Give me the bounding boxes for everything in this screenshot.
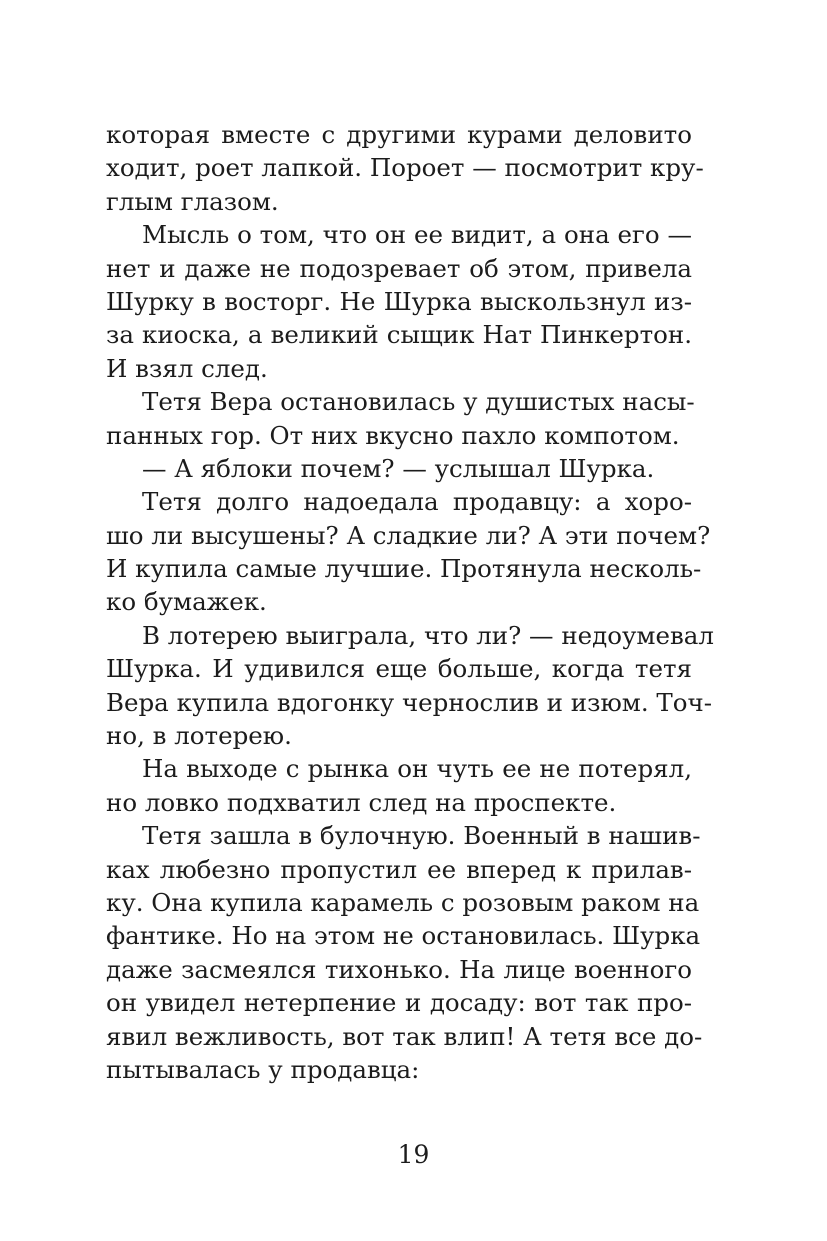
- text-line: Шурку в восторг. Не Шурка выскользнул из-: [106, 286, 692, 316]
- paragraph: [106, 485, 711, 619]
- text-line: которая вместе с другими курами деловито: [106, 120, 692, 149]
- text-line: фантике. Но на этом не остановилась. Шурка: [106, 921, 701, 951]
- text-line: ко бумажек.: [106, 587, 267, 617]
- text-line: ках любезно пропустил ее вперед к прилав-: [106, 854, 692, 884]
- paragraph: [106, 218, 692, 385]
- text-line: за киоска, а великий сыщик Нат Пинкертон.: [106, 320, 692, 350]
- text-line: Вера купила вдогонку чернослив и изюм. Точ-: [106, 687, 712, 717]
- text-line: На выходе с рынка он чуть ее не потерял,: [142, 754, 692, 784]
- paragraph: [106, 118, 704, 218]
- text-line: он увидел нетерпение и досаду: вот так про-: [106, 988, 692, 1018]
- paragraph: [106, 819, 703, 1086]
- text-line: ку. Она купила карамель с розовым раком на: [106, 887, 700, 917]
- paragraph: [106, 452, 692, 485]
- text-line: Тетя долго надоедала продавцу: а хоро-: [142, 487, 692, 517]
- page-number: 19: [397, 1140, 430, 1169]
- text-line: явил вежливость, вот так влип! А тетя все до-: [106, 1021, 703, 1051]
- text-line: В лотерею выиграла, что ли? — недоумевал: [142, 620, 714, 650]
- text-line: Шурка. И удивился еще больше, когда тетя: [106, 654, 692, 684]
- text-line: шо ли высушены? А сладкие ли? А эти почем?: [106, 520, 711, 550]
- text-line: И взял след.: [106, 353, 268, 383]
- text-line: Тетя зашла в булочную. Военный в нашив-: [142, 821, 701, 851]
- text-line: пытывалась у продавца:: [106, 1054, 420, 1084]
- paragraph: [106, 752, 692, 819]
- text-line: нет и даже не подозревает об этом, привела: [106, 253, 692, 283]
- text-line: ходит, роет лапкой. Пороет — посмотрит кру-: [106, 153, 704, 183]
- text-line: Тетя Вера остановилась у душистых насы-: [142, 387, 695, 417]
- paragraph: [106, 619, 714, 753]
- text-line: даже засмеялся тихонько. На лице военного: [106, 954, 692, 984]
- text-line: — А яблоки почем? — услышал Шурка.: [142, 453, 655, 483]
- paragraph: [106, 385, 695, 452]
- text-line: но, в лотерею.: [106, 721, 292, 751]
- text-line: Мысль о том, что он ее видит, а она его —: [142, 220, 692, 250]
- page-body: [106, 118, 714, 1086]
- text-line: И купила самые лучшие. Протянула несколь-: [106, 554, 702, 584]
- text-line: глым глазом.: [106, 186, 279, 216]
- text-line: панных гор. От них вкусно пахло компотом.: [106, 420, 680, 450]
- text-line: но ловко подхватил след на проспекте.: [106, 787, 617, 817]
